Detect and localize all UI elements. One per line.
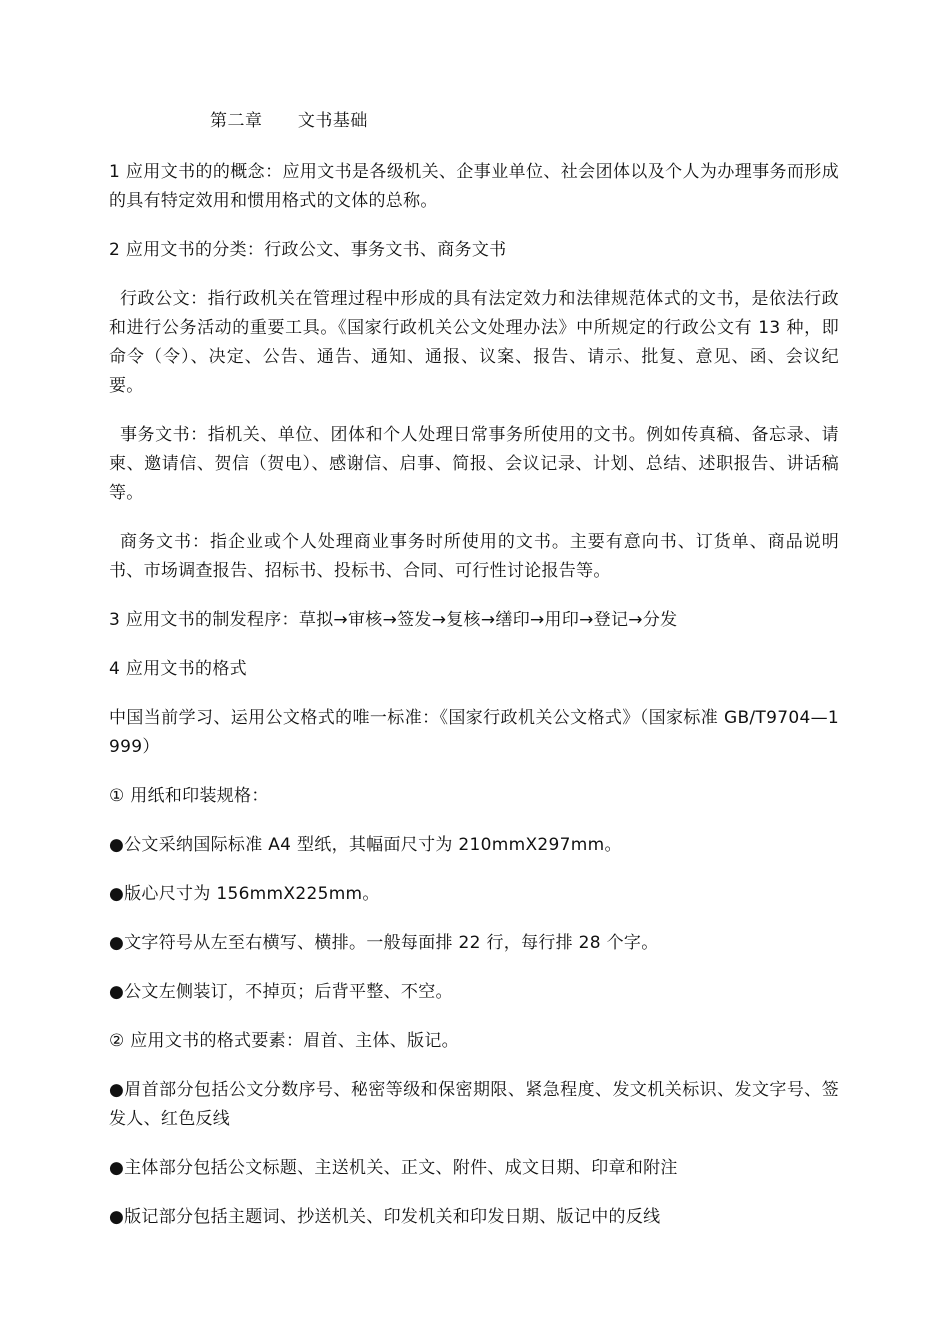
- document-body: [109, 107, 839, 1252]
- paragraph-format-heading: 4 应用文书的格式: [109, 659, 247, 679]
- chapter-title: 第二章 文书基础: [210, 111, 368, 131]
- paragraph-business-documents: 商务文书：指企业或个人处理商业事务时所使用的文书。主要有意向书、订货单、商品说明书、市场调查报告、招标书、投标书、合同、可行性讨论报告等。: [109, 532, 839, 581]
- paragraph-concept: 1 应用文书的的概念：应用文书是各级机关、企事业单位、社会团体以及个人为办理事务而形成的具有特定效用和惯用格式的文体的总称。: [109, 162, 839, 211]
- bullet-main-section: ●主体部分包括公文标题、主送机关、正文、附件、成文日期、印章和附注: [109, 1158, 678, 1178]
- paragraph-format-elements: ② 应用文书的格式要素：眉首、主体、版记。: [109, 1031, 459, 1051]
- paragraph-format-standard: 中国当前学习、运用公文格式的唯一标准：《国家行政机关公文格式》（国家标准 GB/T9704—1999）: [109, 708, 839, 757]
- paragraph-paper-spec-heading: ① 用纸和印装规格：: [109, 786, 269, 806]
- bullet-footer-section: ●版记部分包括主题词、抄送机关、印发机关和印发日期、版记中的反线: [109, 1207, 661, 1227]
- bullet-paper-size: ●公文采纳国际标准 A4 型纸，其幅面尺寸为 210mmX297mm。: [109, 835, 622, 855]
- bullet-type-area: ●版心尺寸为 156mmX225mm。: [109, 884, 380, 904]
- paragraph-procedure: 3 应用文书的制发程序：草拟→审核→签发→复核→缮印→用印→登记→分发: [109, 610, 678, 630]
- paragraph-affairs-documents: 事务文书：指机关、单位、团体和个人处理日常事务所使用的文书。例如传真稿、备忘录、请柬、邀请信、贺信（贺电）、感谢信、启事、简报、会议记录、计划、总结、述职报告、讲话稿等。: [109, 425, 839, 503]
- paragraph-classification: 2 应用文书的分类：行政公文、事务文书、商务文书: [109, 240, 507, 260]
- bullet-text-layout: ●文字符号从左至右横写、横排。一般每面排 22 行，每行排 28 个字。: [109, 933, 659, 953]
- bullet-binding: ●公文左侧装订，不掉页；后背平整、不空。: [109, 982, 453, 1002]
- bullet-header-section: ●眉首部分包括公文分数序号、秘密等级和保密期限、紧急程度、发文机关标识、发文字号、签发人、红色反线: [109, 1080, 839, 1129]
- paragraph-administrative-documents: 行政公文：指行政机关在管理过程中形成的具有法定效力和法律规范体式的文书，是依法行政和进行公务活动的重要工具。《国家行政机关公文处理办法》中所规定的行政公文有 13 种，即命令（令）、决定、公告、通告、通知、通报、议案、报告、请示、批复、意见、函、会议纪要。: [109, 289, 839, 396]
